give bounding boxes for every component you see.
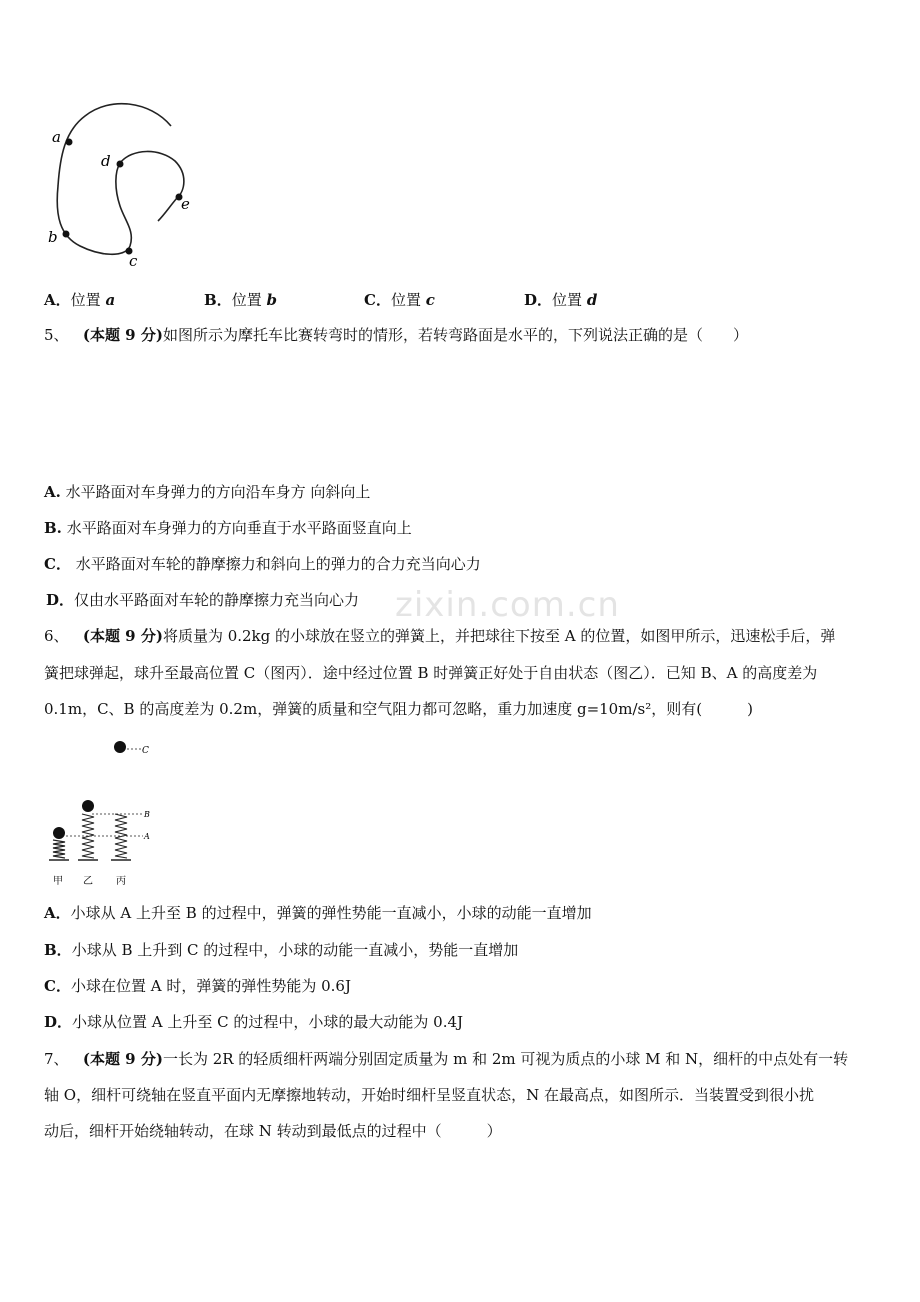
- ball-b: [82, 800, 94, 812]
- label-a: A: [144, 832, 150, 841]
- q7-stem-line2: 轴 O，细杆可绕轴在竖直平面内无摩擦地转动，开始时细杆呈竖直状态，N 在最高点，如图所示．当装置受到很小扰: [44, 1086, 814, 1104]
- q6-option-d: D．小球从位置 A 上升至 C 的过程中，小球的最大动能为 0.4J: [44, 1013, 464, 1031]
- q6-stem-line1: 6、 (本题 9 分)将质量为 0.2kg 的小球放在竖立的弹簧上，并把球往下按至 A 的位置，如图甲所示，迅速松手后，弹: [44, 627, 836, 645]
- label-bing: 丙: [116, 876, 126, 887]
- label-b: B: [144, 810, 150, 819]
- trajectory-figure: [40, 96, 210, 276]
- q7-stem-line3: 动后，细杆开始绕轴转动，在球 N 转动到最低点的过程中（ ）: [44, 1122, 502, 1140]
- spring-figure: [40, 736, 170, 891]
- point-d: [117, 161, 124, 168]
- q5-stem: 5、 (本题 9 分)如图所示为摩托车比赛转弯时的情形，若转弯路面是水平的，下列说法正确的是（ ）: [44, 326, 748, 344]
- label-d: d: [101, 152, 111, 170]
- label-c: C: [142, 746, 149, 756]
- point-b: [63, 231, 70, 238]
- label-c: c: [129, 252, 138, 270]
- q4-option-d: D．位置 d: [524, 291, 598, 309]
- ball-c: [114, 741, 126, 753]
- point-a: [66, 139, 73, 146]
- q4-option-c: C．位置 c: [364, 291, 435, 309]
- label-e: e: [181, 195, 190, 213]
- ball-a: [53, 827, 65, 839]
- label-yi: 乙: [83, 876, 93, 887]
- q6-option-a: A．小球从 A 上升至 B 的过程中，弹簧的弹性势能一直减小，小球的动能一直增加: [44, 904, 592, 922]
- q6-option-c: C．小球在位置 A 时，弹簧的弹性势能为 0.6J: [44, 977, 351, 995]
- q6-stem-line2: 簧把球弹起，球升至最高位置 C（图丙）．途中经过位置 B 时弹簧正好处于自由状态（图乙）．已知 B、A 的高度差为: [44, 664, 818, 682]
- q5-option-d: D．仅由水平路面对车轮的静摩擦力充当向心力: [46, 591, 360, 609]
- q5-option-b: B. 水平路面对车身弹力的方向垂直于水平路面竖直向上: [44, 519, 412, 537]
- q7-stem-line1: 7、 (本题 9 分)一长为 2R 的轻质细杆两端分别固定质量为 m 和 2m 可视为质点的小球 M 和 N，细杆的中点处有一转: [44, 1050, 849, 1068]
- watermark: zixin.com.cn: [395, 585, 620, 625]
- q4-option-a: A．位置 a: [44, 291, 116, 309]
- q6-option-b: B．小球从 B 上升到 C 的过程中，小球的动能一直减小，势能一直增加: [44, 941, 519, 959]
- q6-stem-line3: 0.1m，C、B 的高度差为 0.2m，弹簧的质量和空气阻力都可忽略，重力加速度 g=10m/s²，则有( ): [44, 700, 753, 718]
- q4-option-b: B．位置 b: [204, 291, 277, 309]
- label-a: a: [52, 128, 61, 146]
- q5-option-a: A. 水平路面对车身弹力的方向沿车身方 向斜向上: [44, 483, 371, 501]
- label-jia: 甲: [53, 876, 63, 887]
- q5-option-c: C． 水平路面对车轮的静摩擦力和斜向上的弹力的合力充当向心力: [44, 555, 481, 573]
- label-b: b: [48, 228, 58, 246]
